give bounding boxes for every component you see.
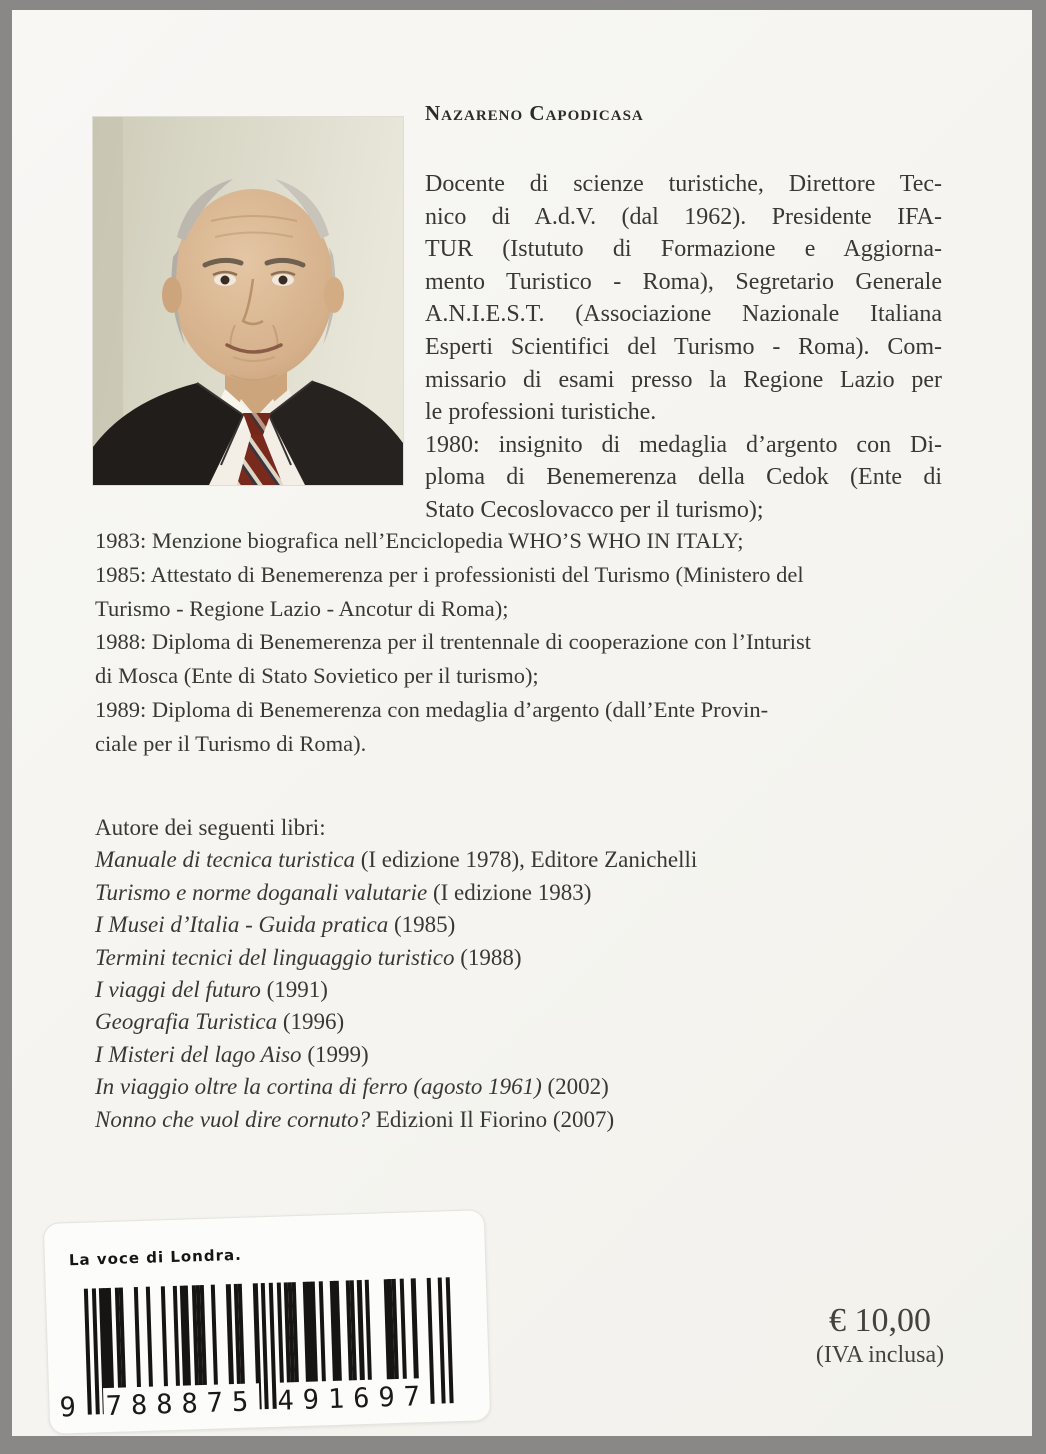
- barcode: [59, 1277, 454, 1424]
- book-title: Nonno che vuol dire cornuto?: [95, 1106, 371, 1132]
- book-item: [95, 1071, 965, 1103]
- book-title: I viaggi del futuro: [95, 977, 261, 1003]
- book-suffix: (1988): [454, 944, 522, 970]
- bio-line: Turismo - Regione Lazio - Ancotur di Roma);: [95, 595, 509, 621]
- book-suffix: (1991): [260, 977, 328, 1003]
- book-title: Geografia Turistica: [95, 1009, 278, 1035]
- book-suffix: (I edizione 1983): [427, 879, 592, 905]
- bio-line: Docente di scienze turistiche, Direttore Tec-: [425, 171, 942, 197]
- book-title: Termini tecnici del linguaggio turistico: [95, 944, 455, 970]
- book-title: Turismo e norme doganali valutarie: [95, 879, 428, 905]
- bio-line: 1980: insignito di medaglia d’argento con Di-: [425, 431, 942, 458]
- book-suffix: Edizioni Il Fiorino (2007): [370, 1106, 615, 1132]
- book-item: [95, 877, 965, 909]
- bio-paragraph-right: [425, 168, 942, 527]
- price-vat-note: (IVA inclusa): [815, 1342, 945, 1368]
- book-item: [95, 1039, 965, 1071]
- book-suffix: (2002): [541, 1074, 609, 1100]
- book-item: [95, 1006, 965, 1038]
- barcode-prefix-digit: 9: [59, 1392, 77, 1424]
- bio-line: ciale per il Turismo di Roma).: [95, 730, 367, 756]
- price-amount: € 10,00: [829, 1302, 931, 1339]
- book-title: I Misteri del lago Aiso: [95, 1041, 302, 1067]
- bio-line: Esperti Scientifici del Turismo - Roma). Com-: [425, 333, 942, 360]
- sticker-label: La voce di Londra.: [68, 1245, 243, 1270]
- book-suffix: (I edizione 1978), Editore Zanichelli: [354, 847, 698, 873]
- books-list: [95, 812, 965, 1136]
- book-title: Manuale di tecnica turistica: [95, 847, 355, 873]
- book-title: In viaggio oltre la cortina di ferro (agosto 1961): [95, 1074, 542, 1100]
- barcode-digits-left: 788875: [103, 1383, 260, 1428]
- bio-line: missario di esami presso la Regione Lazio per: [425, 366, 942, 393]
- books-header: Autore dei seguenti libri:: [95, 815, 326, 840]
- bio-line: 1989: Diploma di Benemerenza con medaglia d’argento (dall’Ente Provin-: [95, 696, 769, 722]
- book-item: [95, 974, 965, 1006]
- barcode-digits-right: 491697: [277, 1378, 426, 1423]
- portrait-illustration: [93, 117, 403, 485]
- book-item: [95, 942, 965, 974]
- bio-line: 1983: Menzione biografica nell’Enciclopedia WHO’S WHO IN ITALY;: [95, 528, 744, 553]
- book-item: [95, 1104, 965, 1136]
- price-block: [770, 1302, 990, 1370]
- author-portrait-photo: [93, 117, 403, 485]
- bio-line: mento Turistico - Roma), Segretario Generale: [425, 268, 942, 295]
- bio-line: le professioni turistiche.: [425, 399, 657, 426]
- book-title: I Musei d’Italia - Guida pratica: [95, 912, 389, 938]
- bio-line: A.N.I.E.S.T. (Associazione Nazionale Italiana: [425, 301, 942, 328]
- book-suffix: (1999): [301, 1041, 369, 1067]
- bio-line: ploma di Benemerenza della Cedok (Ente di: [425, 464, 942, 491]
- barcode-sticker: [43, 1209, 491, 1435]
- book-item: [95, 844, 965, 876]
- bio-line: TUR (Istututo di Formazione e Aggiorna-: [425, 236, 942, 263]
- bio-line: Stato Cecoslovacco per il turismo);: [425, 496, 764, 523]
- bio-line: 1988: Diploma di Benemerenza per il trentennale di cooperazione con l’Inturist: [95, 629, 811, 655]
- book-suffix: (1996): [277, 1009, 345, 1035]
- bio-paragraph-full: [95, 524, 965, 761]
- bio-line: di Mosca (Ente di Stato Sovietico per il turismo);: [95, 663, 539, 689]
- author-name-heading: Nazareno Capodicasa: [425, 101, 644, 125]
- bio-line: nico di A.d.V. (dal 1962). Presidente IFA-: [425, 203, 942, 230]
- book-suffix: (1985): [388, 912, 456, 938]
- bio-line: 1985: Attestato di Benemerenza per i professionisti del Turismo (Ministero del: [95, 561, 804, 587]
- book-item: [95, 909, 965, 941]
